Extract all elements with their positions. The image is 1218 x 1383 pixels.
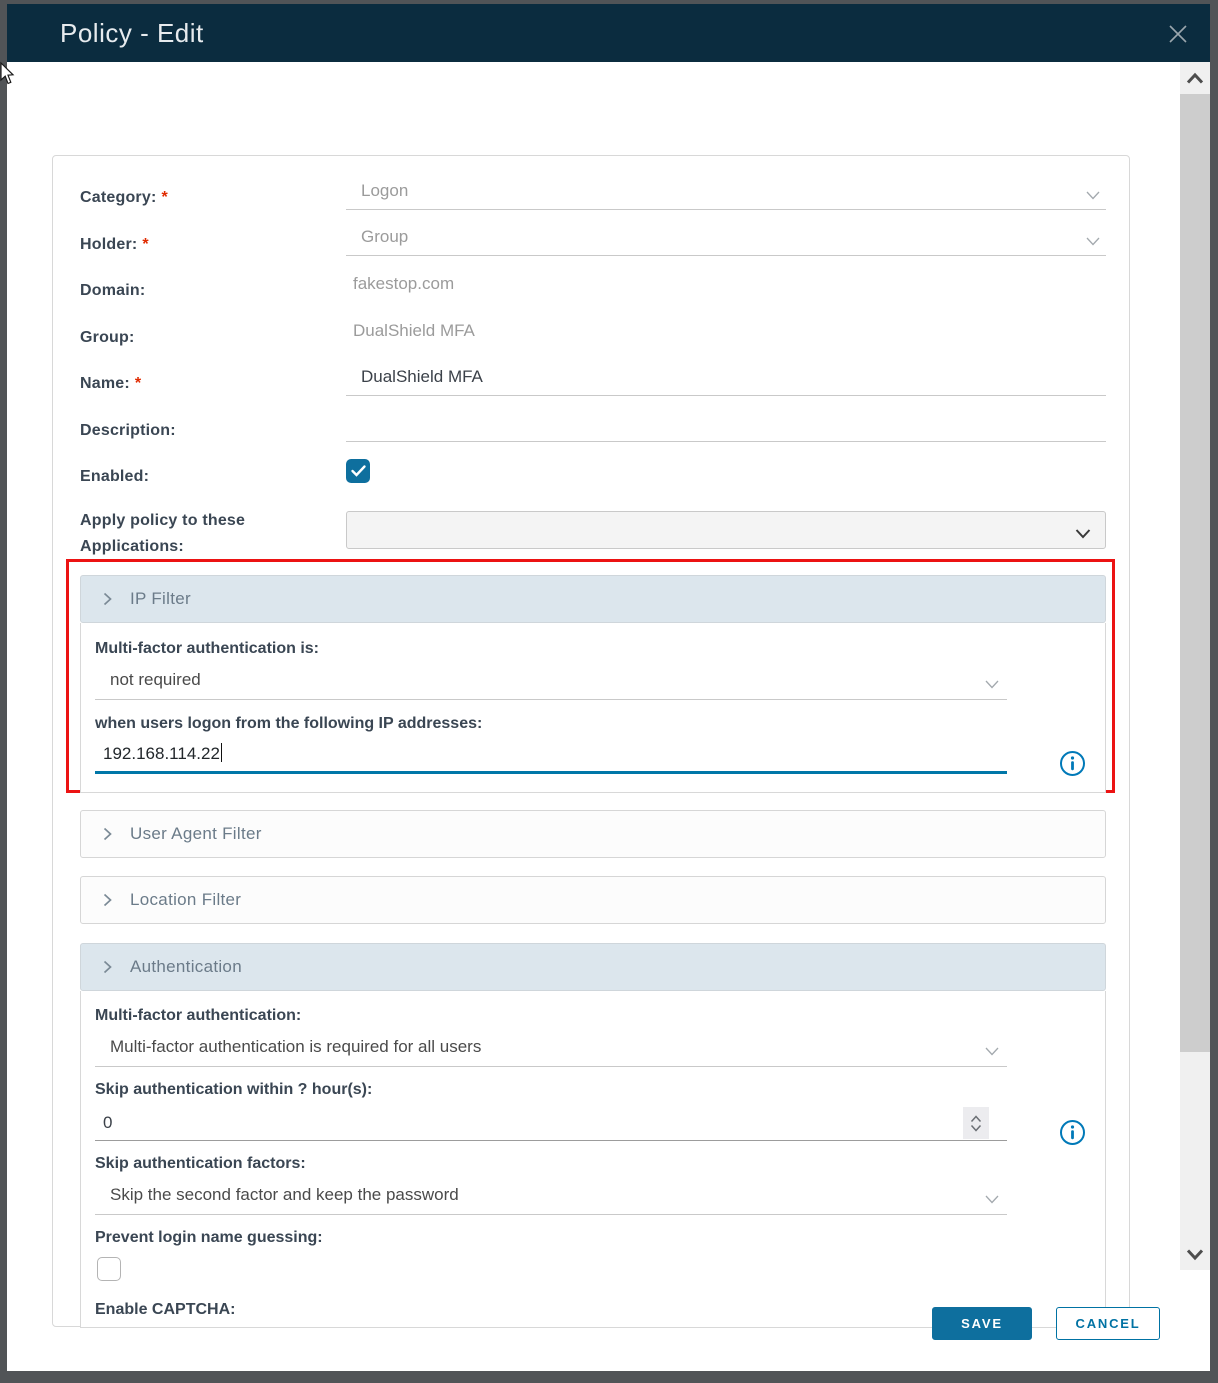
vertical-scrollbar[interactable] <box>1180 62 1210 1270</box>
skip-factors-label: Skip authentication factors: <box>95 1155 306 1172</box>
ip-mfa-select[interactable]: not required <box>95 666 1007 700</box>
chevron-down-icon <box>985 676 999 694</box>
name-input[interactable]: DualShield MFA <box>346 360 1106 396</box>
chevron-right-icon <box>103 592 112 606</box>
dialog-title: Policy - Edit <box>60 18 204 48</box>
section-title: IP Filter <box>130 589 191 608</box>
text-caret <box>221 743 222 762</box>
name-label: Name: * <box>80 375 142 392</box>
section-title: User Agent Filter <box>130 824 262 843</box>
save-button[interactable]: SAVE <box>932 1307 1032 1340</box>
enabled-label: Enabled: <box>80 468 150 485</box>
scroll-up-button[interactable] <box>1180 62 1210 94</box>
ip-addresses-label: when users logon from the following IP addresses: <box>95 715 483 732</box>
section-header-user-agent-filter[interactable] <box>80 810 1106 858</box>
scrollbar-thumb[interactable] <box>1180 94 1210 1052</box>
dialog-scroll-content <box>7 62 1180 1318</box>
section-header-location-filter[interactable] <box>80 876 1106 924</box>
chevron-up-icon <box>970 1115 982 1123</box>
skip-factors-select[interactable]: Skip the second factor and keep the password <box>95 1181 1007 1215</box>
apply-applications-select[interactable] <box>346 511 1106 549</box>
category-label: Category: * <box>80 189 168 206</box>
group-label: Group: <box>80 329 135 346</box>
auth-mfa-select[interactable]: Multi-factor authentication is required for all users <box>95 1033 1007 1067</box>
ip-addresses-input[interactable]: 192.168.114.22 <box>95 739 1007 771</box>
section-header-ip-filter[interactable] <box>80 575 1106 623</box>
domain-value: fakestop.com <box>353 274 455 293</box>
section-header-authentication[interactable] <box>80 943 1106 991</box>
chevron-down-icon <box>1086 233 1100 251</box>
chevron-right-icon <box>103 960 112 974</box>
chevron-down-icon <box>985 1191 999 1209</box>
focus-underline <box>95 771 1007 774</box>
section-body-authentication <box>80 991 1106 1328</box>
mouse-cursor-icon <box>0 63 14 85</box>
info-icon[interactable] <box>1059 1119 1086 1146</box>
scroll-down-button[interactable] <box>1180 1238 1210 1270</box>
dialog-header <box>7 4 1210 62</box>
apply-policy-label-line1: Apply policy to these <box>80 512 246 529</box>
skip-within-input[interactable]: 0 <box>95 1107 1007 1141</box>
chevron-up-icon <box>1186 73 1204 84</box>
prevent-guessing-checkbox[interactable] <box>97 1257 121 1281</box>
chevron-down-icon <box>1075 526 1091 544</box>
ip-mfa-label: Multi-factor authentication is: <box>95 640 319 657</box>
cancel-button[interactable]: CANCEL <box>1056 1307 1160 1340</box>
description-label: Description: <box>80 422 176 439</box>
chevron-down-icon <box>1086 187 1100 205</box>
domain-label: Domain: <box>80 282 146 299</box>
chevron-right-icon <box>103 827 112 841</box>
holder-select[interactable]: Group <box>346 220 1106 256</box>
number-stepper[interactable] <box>963 1107 989 1139</box>
auth-mfa-label: Multi-factor authentication: <box>95 1007 302 1024</box>
category-select[interactable]: Logon <box>346 174 1106 210</box>
skip-within-label: Skip authentication within ? hour(s): <box>95 1081 373 1098</box>
close-icon[interactable] <box>1162 18 1194 50</box>
holder-label: Holder: * <box>80 236 149 253</box>
description-input[interactable] <box>346 406 1106 442</box>
chevron-down-icon <box>970 1124 982 1132</box>
apply-policy-label-line2: Applications: <box>80 538 184 555</box>
chevron-down-icon <box>1186 1249 1204 1260</box>
section-title: Location Filter <box>130 890 242 909</box>
prevent-guessing-label: Prevent login name guessing: <box>95 1229 323 1246</box>
policy-edit-dialog <box>7 4 1210 1371</box>
check-icon <box>351 465 366 477</box>
policy-form-card <box>52 155 1130 1327</box>
enable-captcha-label: Enable CAPTCHA: <box>95 1301 236 1318</box>
section-body-ip-filter <box>80 623 1106 793</box>
section-title: Authentication <box>130 957 242 976</box>
enabled-checkbox[interactable] <box>346 459 370 483</box>
group-value: DualShield MFA <box>353 321 475 340</box>
info-icon[interactable] <box>1059 750 1086 777</box>
chevron-down-icon <box>985 1043 999 1061</box>
chevron-right-icon <box>103 893 112 907</box>
